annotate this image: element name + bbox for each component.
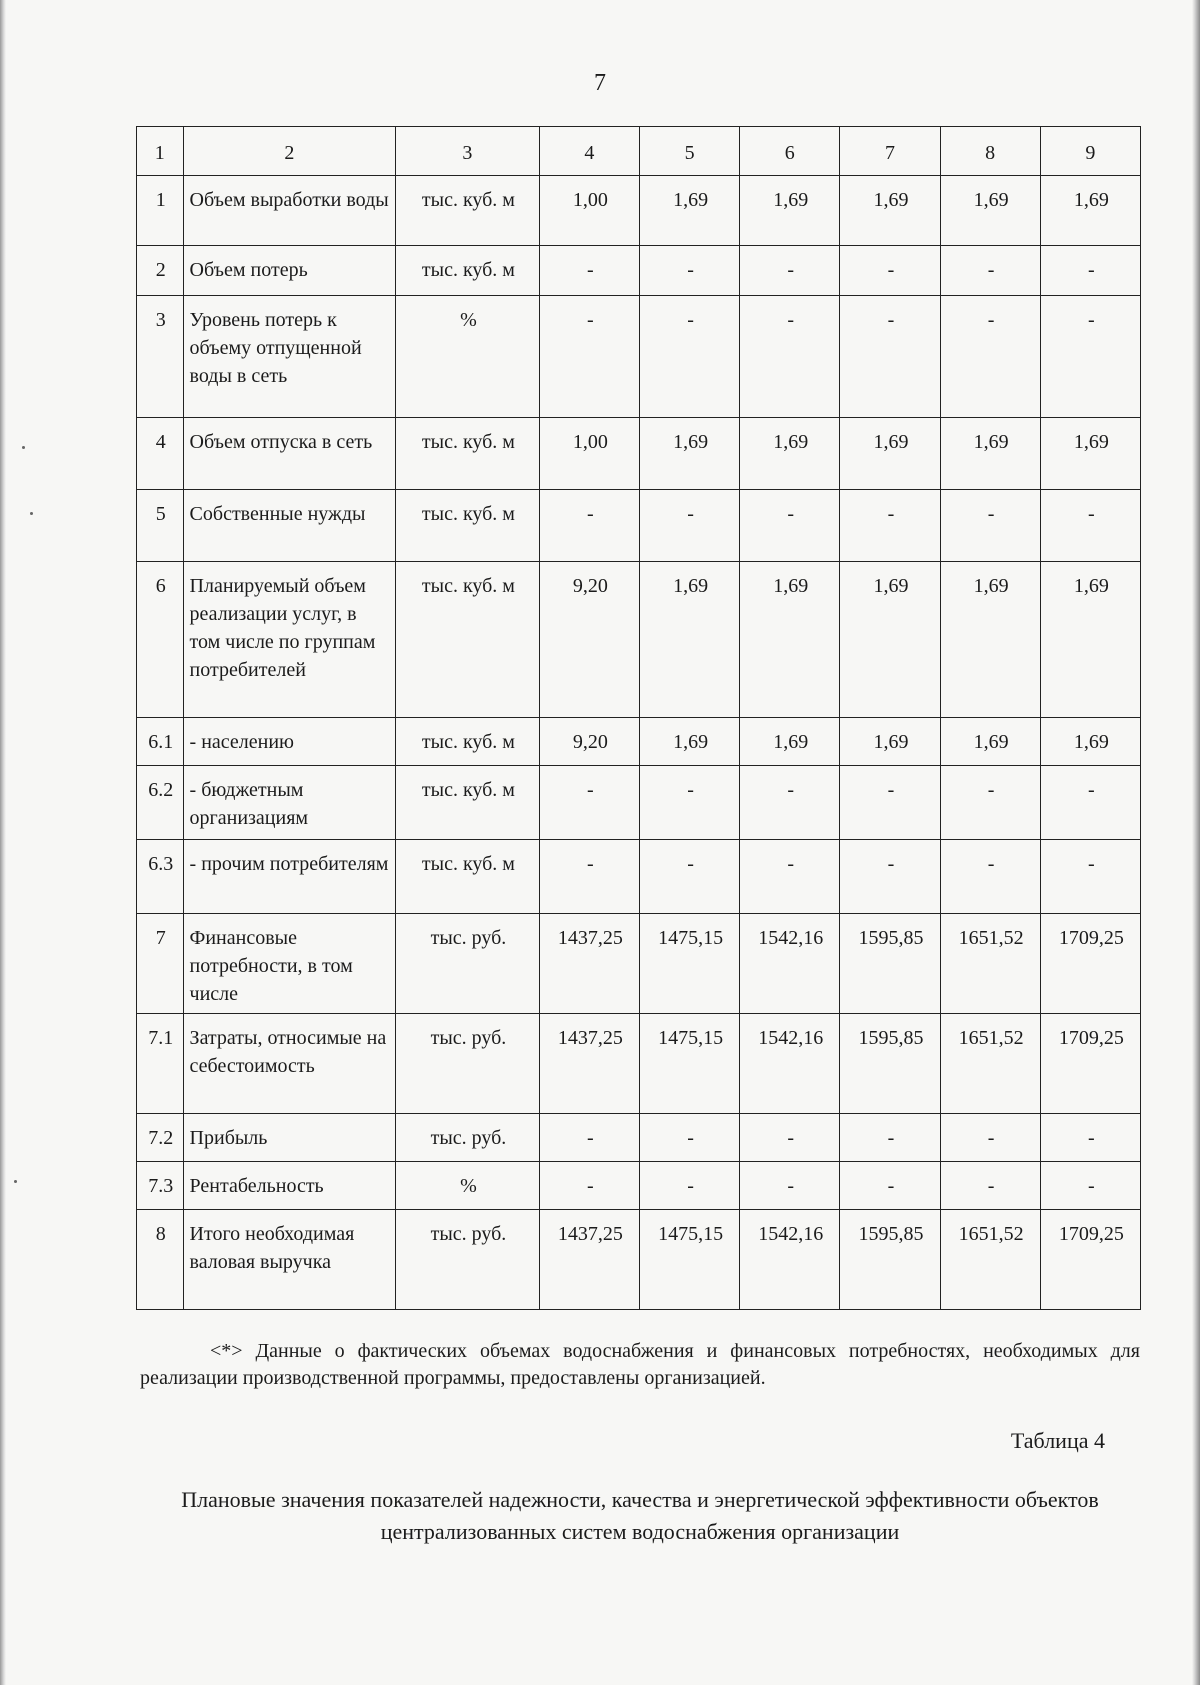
value-cell: -: [539, 840, 639, 914]
value-cell: 1,69: [1040, 718, 1140, 766]
unit-cell: тыс. куб. м: [396, 718, 540, 766]
value-cell: -: [740, 1162, 840, 1210]
value-cell: -: [539, 1114, 639, 1162]
value-cell: -: [840, 840, 940, 914]
value-cell: -: [1040, 840, 1140, 914]
indicator-name-cell: Итого необходимая валовая выручка: [183, 1210, 396, 1310]
unit-cell: тыс. куб. м: [396, 766, 540, 840]
unit-cell: тыс. куб. м: [396, 840, 540, 914]
indicator-name-cell: Собственные нужды: [183, 490, 396, 562]
table-row: [137, 562, 1141, 718]
value-cell: -: [940, 246, 1040, 296]
unit-cell: тыс. куб. м: [396, 418, 540, 490]
table-row: [137, 296, 1141, 418]
value-cell: 1,69: [940, 176, 1040, 246]
scan-speck: [14, 1180, 17, 1183]
indicator-name-cell: Объем потерь: [183, 246, 396, 296]
value-cell: 1595,85: [840, 1210, 940, 1310]
value-cell: -: [639, 296, 739, 418]
table-row: [137, 246, 1141, 296]
value-cell: 1595,85: [840, 1014, 940, 1114]
value-cell: 1,69: [840, 418, 940, 490]
value-cell: -: [539, 766, 639, 840]
value-cell: 1709,25: [1040, 1014, 1140, 1114]
column-header: 9: [1040, 127, 1140, 176]
table-row: [137, 718, 1141, 766]
value-cell: -: [1040, 1162, 1140, 1210]
value-cell: -: [539, 296, 639, 418]
value-cell: -: [940, 766, 1040, 840]
value-cell: 1475,15: [639, 1014, 739, 1114]
value-cell: 1709,25: [1040, 1210, 1140, 1310]
value-cell: 1,69: [1040, 176, 1140, 246]
indicator-name-cell: - прочим потребителям: [183, 840, 396, 914]
value-cell: 1,69: [940, 418, 1040, 490]
value-cell: -: [639, 490, 739, 562]
value-cell: 1,69: [840, 718, 940, 766]
value-cell: -: [740, 296, 840, 418]
value-cell: 1542,16: [740, 1210, 840, 1310]
value-cell: 1475,15: [639, 914, 739, 1014]
table-header-row: [137, 127, 1141, 176]
value-cell: -: [940, 296, 1040, 418]
value-cell: 1,69: [740, 418, 840, 490]
value-cell: 1651,52: [940, 1014, 1040, 1114]
value-cell: 1,69: [1040, 562, 1140, 718]
value-cell: -: [840, 490, 940, 562]
value-cell: 1651,52: [940, 1210, 1040, 1310]
value-cell: 1,69: [639, 176, 739, 246]
row-number-cell: 5: [137, 490, 184, 562]
table-heading: Плановые значения показателей надежности, качества и энергетической эффективности объектов централизованных систем водоснабжения организации: [181, 1487, 1099, 1544]
value-cell: 1,00: [539, 176, 639, 246]
footnote-text: <*> Данные о фактических объемах водоснабжения и финансовых потребностях, необходимых для реализации производственной программы, предоставлены организацией.: [140, 1340, 1140, 1389]
value-cell: 1,69: [740, 562, 840, 718]
value-cell: 1,69: [740, 176, 840, 246]
table-row: [137, 914, 1141, 1014]
table-row: [137, 1114, 1141, 1162]
value-cell: -: [840, 766, 940, 840]
value-cell: -: [1040, 490, 1140, 562]
value-cell: -: [1040, 766, 1140, 840]
value-cell: 1,69: [1040, 418, 1140, 490]
value-cell: 1,69: [639, 418, 739, 490]
value-cell: -: [539, 1162, 639, 1210]
row-number-cell: 7: [137, 914, 184, 1014]
value-cell: -: [740, 840, 840, 914]
value-cell: -: [639, 840, 739, 914]
unit-cell: тыс. руб.: [396, 1210, 540, 1310]
row-number-cell: 1: [137, 176, 184, 246]
unit-cell: тыс. руб.: [396, 1014, 540, 1114]
table-row: [137, 1210, 1141, 1310]
value-cell: -: [840, 296, 940, 418]
scan-edge-right: [1192, 0, 1200, 1685]
column-header: 3: [396, 127, 540, 176]
value-cell: -: [940, 1114, 1040, 1162]
value-cell: 1475,15: [639, 1210, 739, 1310]
row-number-cell: 6.1: [137, 718, 184, 766]
unit-cell: %: [396, 296, 540, 418]
indicator-name-cell: Прибыль: [183, 1114, 396, 1162]
value-cell: -: [940, 1162, 1040, 1210]
value-cell: 1,69: [639, 718, 739, 766]
indicator-name-cell: Уровень потерь к объему отпущенной воды в сеть: [183, 296, 396, 418]
page-number: 7: [594, 70, 606, 96]
value-cell: -: [1040, 1114, 1140, 1162]
value-cell: -: [639, 246, 739, 296]
value-cell: 1,69: [840, 176, 940, 246]
column-header: 4: [539, 127, 639, 176]
table-row: [137, 490, 1141, 562]
value-cell: -: [639, 1162, 739, 1210]
value-cell: -: [940, 840, 1040, 914]
value-cell: -: [1040, 246, 1140, 296]
indicator-name-cell: - бюджетным организациям: [183, 766, 396, 840]
column-header: 5: [639, 127, 739, 176]
table-row: [137, 1162, 1141, 1210]
value-cell: 1542,16: [740, 914, 840, 1014]
value-cell: -: [740, 246, 840, 296]
value-cell: -: [740, 490, 840, 562]
unit-cell: тыс. куб. м: [396, 246, 540, 296]
scan-speck: [30, 512, 33, 515]
column-header: 6: [740, 127, 840, 176]
production-program-table: [136, 126, 1141, 1310]
value-cell: -: [539, 490, 639, 562]
value-cell: 9,20: [539, 718, 639, 766]
value-cell: -: [639, 766, 739, 840]
row-number-cell: 7.3: [137, 1162, 184, 1210]
column-header: 8: [940, 127, 1040, 176]
value-cell: -: [539, 246, 639, 296]
value-cell: 1,69: [940, 718, 1040, 766]
table-row: [137, 1014, 1141, 1114]
unit-cell: %: [396, 1162, 540, 1210]
value-cell: 1437,25: [539, 1210, 639, 1310]
row-number-cell: 6.2: [137, 766, 184, 840]
unit-cell: тыс. руб.: [396, 1114, 540, 1162]
value-cell: 1709,25: [1040, 914, 1140, 1014]
value-cell: -: [1040, 296, 1140, 418]
value-cell: -: [740, 1114, 840, 1162]
indicator-name-cell: Планируемый объем реализации услуг, в том числе по группам потребителей: [183, 562, 396, 718]
unit-cell: тыс. куб. м: [396, 176, 540, 246]
column-header: 7: [840, 127, 940, 176]
value-cell: -: [840, 246, 940, 296]
value-cell: 1437,25: [539, 914, 639, 1014]
value-cell: 1437,25: [539, 1014, 639, 1114]
indicator-name-cell: Финансовые потребности, в том числе: [183, 914, 396, 1014]
unit-cell: тыс. руб.: [396, 914, 540, 1014]
indicator-name-cell: Объем выработки воды: [183, 176, 396, 246]
value-cell: 1,69: [940, 562, 1040, 718]
column-header: 1: [137, 127, 184, 176]
row-number-cell: 2: [137, 246, 184, 296]
table-row: [137, 840, 1141, 914]
table-row: [137, 176, 1141, 246]
indicator-name-cell: Рентабельность: [183, 1162, 396, 1210]
indicator-name-cell: Затраты, относимые на себестоимость: [183, 1014, 396, 1114]
indicator-name-cell: - населению: [183, 718, 396, 766]
scan-speck: [22, 446, 25, 449]
unit-cell: тыс. куб. м: [396, 562, 540, 718]
table-row: [137, 418, 1141, 490]
row-number-cell: 7.2: [137, 1114, 184, 1162]
row-number-cell: 6.3: [137, 840, 184, 914]
column-header: 2: [183, 127, 396, 176]
value-cell: 1,00: [539, 418, 639, 490]
row-number-cell: 3: [137, 296, 184, 418]
table-caption: Таблица 4: [1010, 1428, 1105, 1453]
value-cell: 9,20: [539, 562, 639, 718]
footnote: [140, 1338, 1140, 1392]
value-cell: -: [840, 1162, 940, 1210]
value-cell: 1542,16: [740, 1014, 840, 1114]
unit-cell: тыс. куб. м: [396, 490, 540, 562]
value-cell: -: [639, 1114, 739, 1162]
row-number-cell: 8: [137, 1210, 184, 1310]
value-cell: -: [740, 766, 840, 840]
value-cell: 1,69: [639, 562, 739, 718]
row-number-cell: 7.1: [137, 1014, 184, 1114]
value-cell: 1651,52: [940, 914, 1040, 1014]
value-cell: 1595,85: [840, 914, 940, 1014]
value-cell: -: [840, 1114, 940, 1162]
row-number-cell: 6: [137, 562, 184, 718]
table-row: [137, 766, 1141, 840]
row-number-cell: 4: [137, 418, 184, 490]
value-cell: 1,69: [840, 562, 940, 718]
value-cell: -: [940, 490, 1040, 562]
value-cell: 1,69: [740, 718, 840, 766]
indicator-name-cell: Объем отпуска в сеть: [183, 418, 396, 490]
